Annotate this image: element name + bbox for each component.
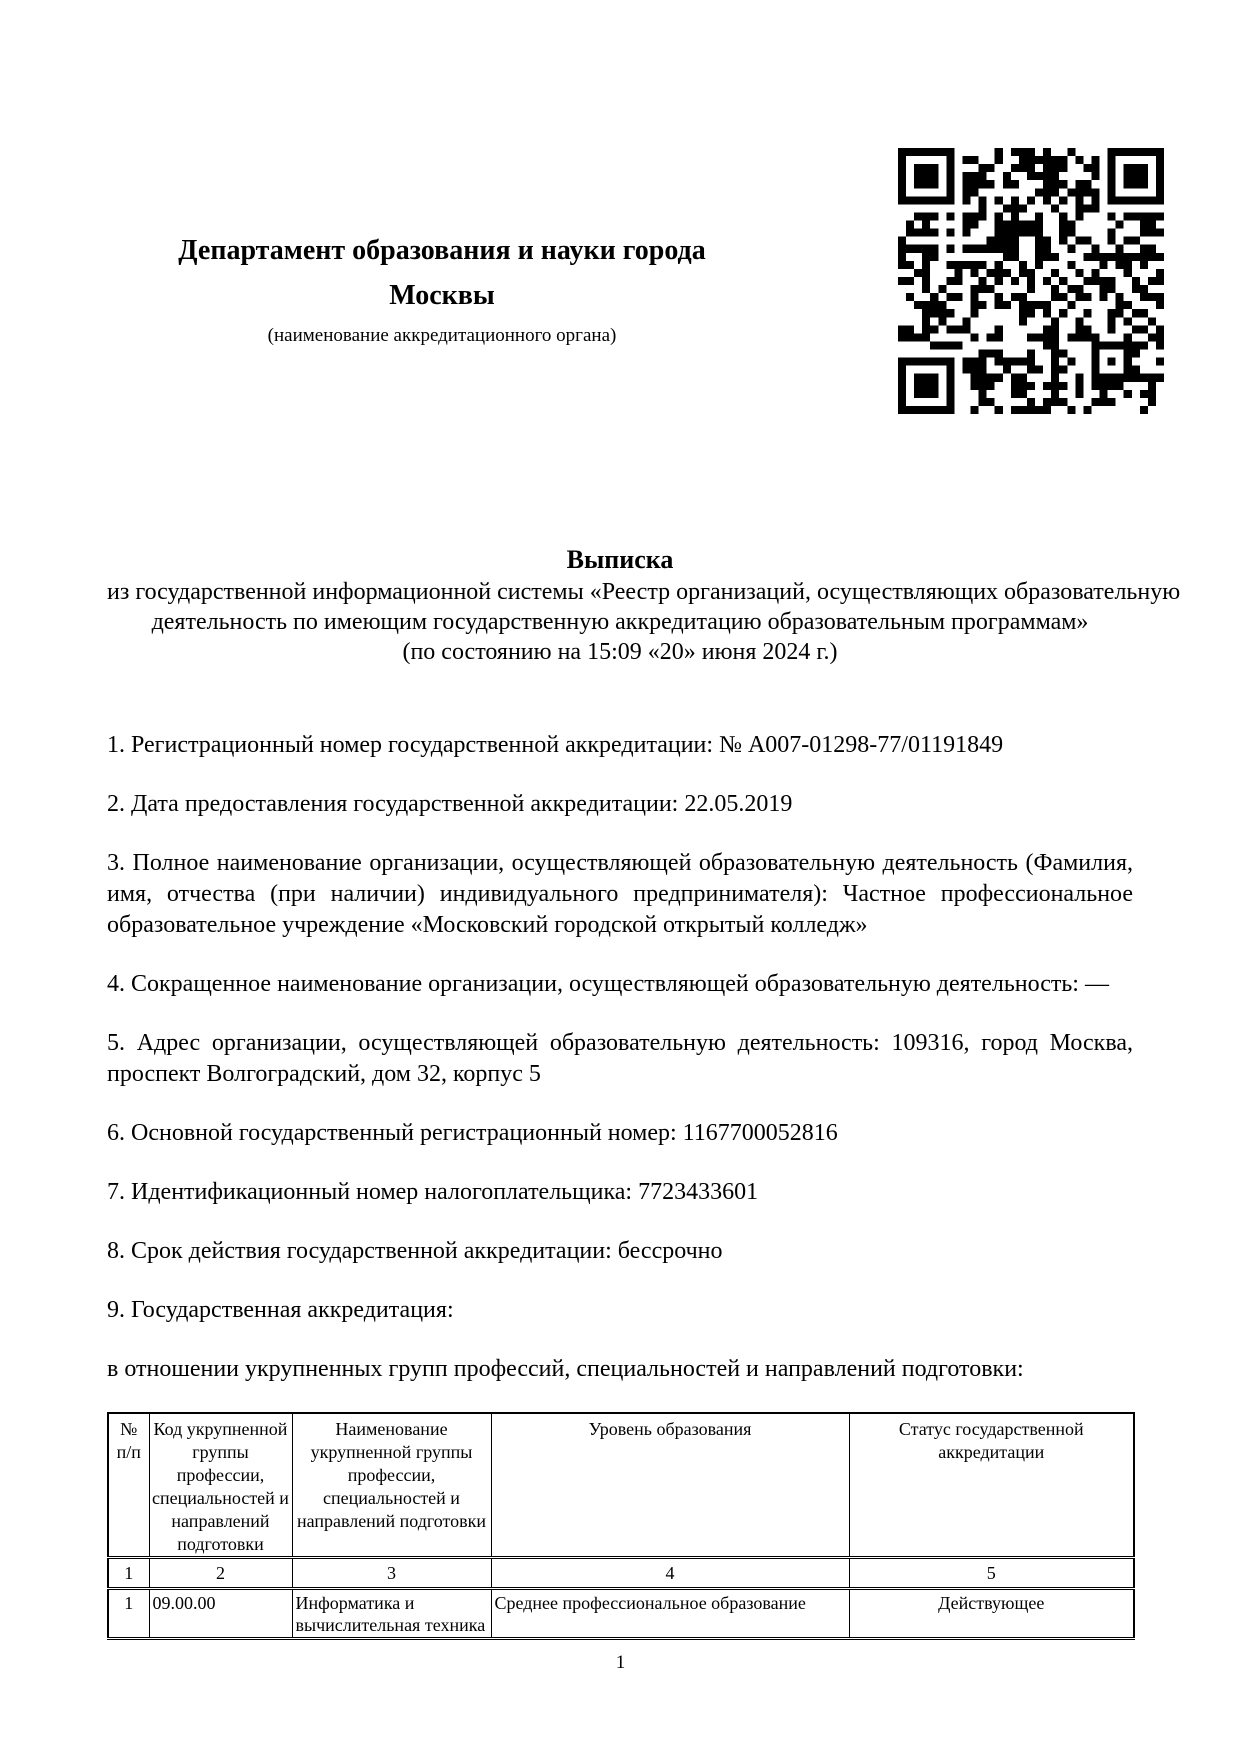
header-cell-code: Код укрупненной группы профессии, специальностей и направлений подготовки [149,1413,292,1558]
item-full-name: 3. Полное наименование организации, осуществляющей образовательную деятельность (Фамилия, имя, отчества (при наличии) индивидуального предпринимателя): Частное профессиональное образовательное учреждение «Московский городской открытый колледж» [107,850,1133,938]
header-cell-level: Уровень образования [491,1413,849,1558]
document-title: Выписка [566,545,674,574]
row-cell-code: 09.00.00 [149,1589,292,1639]
table-row [108,1589,1134,1639]
accreditation-table [107,1412,1135,1640]
document-body [107,730,1133,1413]
authority-caption: (наименование аккредитационного органа) [267,325,617,346]
document-subtitle-line2: деятельность по имеющим государственную аккредитацию образовательным программам» [151,609,1089,635]
table-header-row [108,1413,1134,1558]
row-cell-status: Действующее [849,1589,1134,1639]
authority-name-line1: Департамент образования и науки города [178,235,706,266]
table-numbering-row [108,1558,1134,1589]
row-cell-name: Информатика и вычислительная техника [292,1589,491,1639]
qr-code-icon [898,148,1164,414]
numbering-cell-3: 3 [292,1558,491,1589]
item-ogrn: 6. Основной государственный регистрационный номер: 1167700052816 [107,1120,838,1146]
item-short-name: 4. Сокращенное наименование организации, осуществляющей образовательную деятельность: — [107,971,1109,997]
item-accreditation-date: 2. Дата предоставления государственной аккредитации: 22.05.2019 [107,791,793,817]
item-validity: 8. Срок действия государственной аккредитации: бессрочно [107,1238,723,1264]
item-inn: 7. Идентификационный номер налогоплательщика: 7723433601 [107,1179,759,1205]
document-heading [107,545,1181,667]
numbering-cell-2: 2 [149,1558,292,1589]
row-cell-num: 1 [108,1589,149,1639]
item-address: 5. Адрес организации, осуществляющей образовательную деятельность: 109316, город Москва, проспект Волгоградский, дом 32, корпус 5 [107,1030,1133,1087]
numbering-cell-5: 5 [849,1558,1134,1589]
item-registration-number: 1. Регистрационный номер государственной аккредитации: № А007-01298-77/01191849 [107,732,1004,758]
numbering-cell-4: 4 [491,1558,849,1589]
accreditation-authority-block [107,228,777,348]
item-groups-intro: в отношении укрупненных групп профессий, специальностей и направлений подготовки: [107,1356,1024,1382]
header-cell-name: Наименование укрупненной группы профессии, специальностей и направлений подготовки [292,1413,491,1558]
header-cell-num: № п/п [108,1413,149,1558]
header-cell-status: Статус государственной аккредитации [849,1413,1134,1558]
document-as-of-date: (по состоянию на 15:09 «20» июня 2024 г.) [402,639,838,665]
authority-name-line2: Москвы [389,280,495,311]
document-subtitle-line1: из государственной информационной системы «Реестр организаций, осуществляющих образовательную [107,579,1181,605]
row-cell-level: Среднее профессиональное образование [491,1589,849,1639]
item-state-accreditation: 9. Государственная аккредитация: [107,1297,454,1323]
page-number: 1 [615,1652,626,1673]
numbering-cell-1: 1 [108,1558,149,1589]
